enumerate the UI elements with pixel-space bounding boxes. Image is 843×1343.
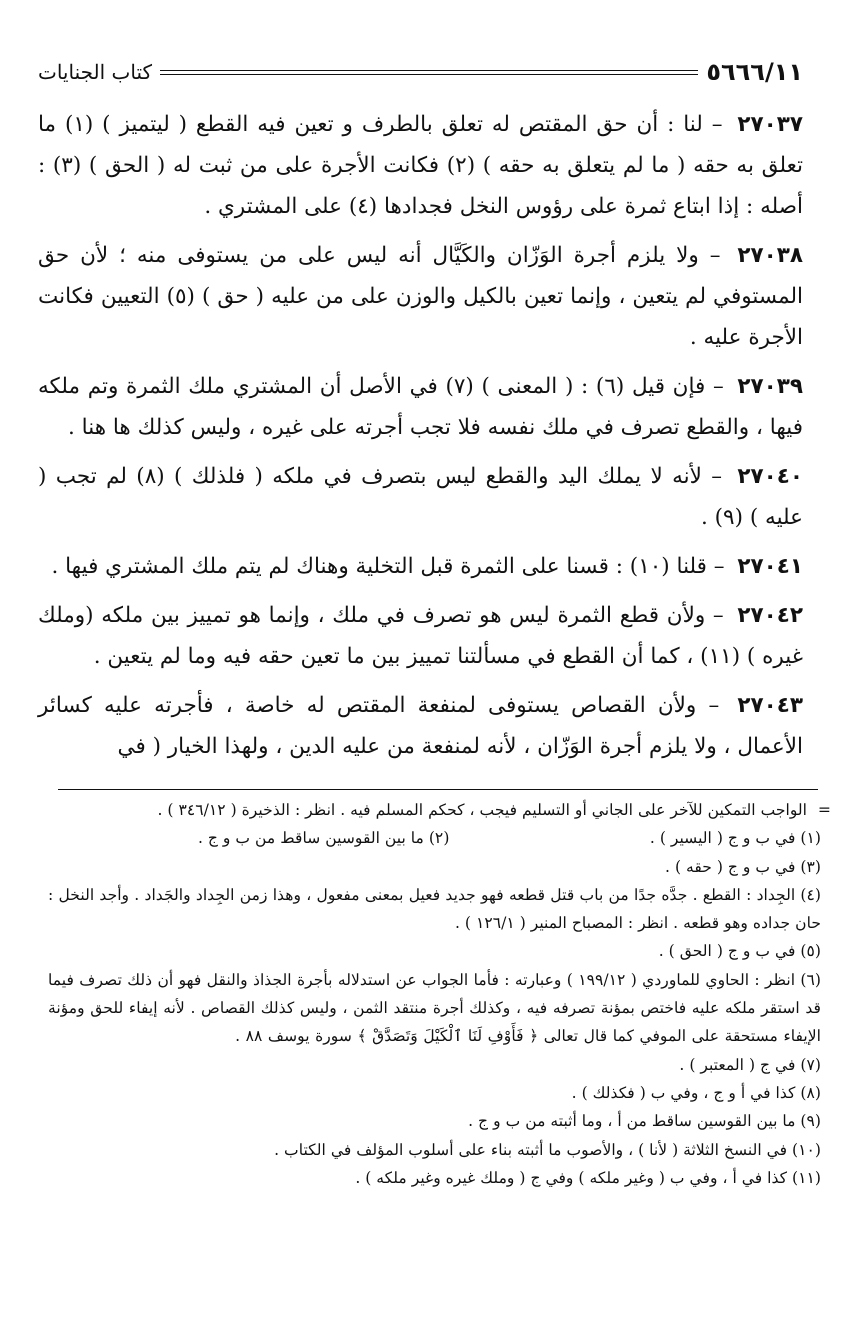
footnote-1: (١) في ب و ج ( اليسير ) .	[649, 829, 821, 848]
running-header	[38, 52, 803, 92]
book-title: كتاب الجنايات	[38, 60, 153, 84]
footnote-continuation: = الواجب التمكين للآخر على الجاني أو التسليم فيجب ، كحكم المسلم فيه . انظر : الذخيرة ( ٣٤٦/١٢ ) .	[48, 796, 821, 824]
paragraph	[38, 104, 803, 227]
paragraph-text: – لنا : أن حق المقتص له تعلق بالطرف و تعين فيه القطع ( ليتميز ) (١) ما تعلق به حقه ( ما لم يتعلق به حقه ) (٢) فكانت الأجرة على من ثبت له ( الحق ) (٣) : أصله : إذا ابتاع ثمرة على رؤوس النخل فجدادها (٤) على المشتري .	[38, 112, 804, 219]
header-rule	[160, 70, 698, 75]
footnote-9: (٩) ما بين القوسين ساقط من أ ، وما أثبته من ب و ج .	[468, 1112, 821, 1131]
footnote-6-text: (٦) انظر : الحاوي للماوردي ( ١٩٩/١٢ ) وعبارته : فأما الجواب عن استدلاله بأجرة الجذاذ والنقل فهو أن ذلك تصرف فيما قد استقر ملكه عليه فاختص بمؤنة تصرفه فيه ، وكذلك أجرة منتقد الثمن ، وليس كذلك القصاص . لأنه إيفاء للحق ومؤنة الإيفاء مستحقة على الموفي كما قال تعالى ﴿ فَأَوْفِ لَنَا ٱلْكَيْلَ وَتَصَدَّقْ ﴾ سورة يوسف ٨٨ .	[48, 970, 821, 1046]
paragraph-text: – ولا يلزم أجرة الوَزّان والكَيَّال أنه ليس على من يستوفى منه ؛ لأن حق المستوفي لم يتعين ، وإنما تعين بالكيل والوزن على من عليه ( حق ) (٥) التعيين فكانت الأجرة عليه .	[38, 243, 803, 350]
paragraph	[38, 546, 803, 587]
footnote-8: (٨) كذا في أ و ج ، وفي ب ( فكذلك ) .	[571, 1083, 821, 1102]
footnote-separator	[58, 789, 818, 790]
paragraph-text: – ولأن القصاص يستوفى لمنفعة المقتص له خاصة ، فأجرته عليه كسائر الأعمال ، ولا يلزم أجرة الوَزّان ، لأنه لمنفعة من عليه الدين ، ولهذا الخيار ( في	[38, 693, 803, 759]
footnote-3: (٣) في ب و ج ( حقه ) .	[665, 857, 821, 876]
footnote-4: (٤) الجِداد : القطع . جدَّه جدًا من باب قتل قطعه فهو جديد فعيل بمعنى مفعول ، وهذا زمن الجِداد والجَداد . وأجد النخل : حان جداده وهو قطعه . انظر : المصباح المنير ( ١٢٦/١ ) .	[48, 885, 821, 933]
paragraph-number: ٢٧٠٣٩	[737, 374, 804, 399]
paragraph	[38, 456, 803, 538]
paragraph-number: ٢٧٠٣٧	[737, 112, 803, 137]
footnote-7: (٧) في ج ( المعتبر ) .	[679, 1055, 821, 1074]
paragraph-text: – فإن قيل (٦) : ( المعنى ) (٧) في الأصل أن المشتري ملك الثمرة وتم ملكه فيها ، والقطع تصرف في ملك نفسه فلا تجب أجرته على غيره ، وليس كذلك ها هنا .	[38, 374, 803, 440]
paragraph	[38, 595, 803, 677]
footnote-10: (١٠) في النسخ الثلاثة ( لأنا ) ، والأصوب ما أثبته بناء على أسلوب المؤلف في الكتاب .	[274, 1140, 821, 1159]
footnote-5: (٥) في ب و ج ( الحق ) .	[658, 942, 821, 961]
footnote-2: (٢) ما بين القوسين ساقط من ب و ج .	[198, 829, 450, 848]
footnotes	[48, 796, 821, 1192]
page-number: ٥٦٦٦/١١	[706, 58, 803, 86]
paragraph-text: – لأنه لا يملك اليد والقطع ليس بتصرف في ملكه ( فلذلك ) (٨) لم تجب ( عليه ) (٩) .	[38, 464, 803, 530]
paragraph-number: ٢٧٠٤١	[737, 554, 803, 579]
paragraph	[38, 685, 803, 767]
paragraph-text: – ولأن قطع الثمرة ليس هو تصرف في ملك ، وإنما هو تمييز بين ملكه (وملك غيره ) (١١) ، كما أن القطع في مسألتنا تمييز بين ما تعين حقه فيه وما لم يتعين .	[38, 603, 803, 669]
paragraph-number: ٢٧٠٤٠	[737, 464, 803, 489]
footnote-11: (١١) كذا في أ ، وفي ب ( وغير ملكه ) وفي ج ( وملك غيره وغير ملكه ) .	[355, 1168, 821, 1187]
paragraph-text: – قلنا (١٠) : قسنا على الثمرة قبل التخلية وهناك لم يتم ملك المشتري فيها .	[51, 554, 732, 579]
paragraph-number: ٢٧٠٣٨	[737, 243, 803, 268]
footnote-row	[48, 824, 821, 852]
main-text	[38, 104, 803, 775]
paragraph	[38, 366, 803, 448]
paragraph-number: ٢٧٠٤٢	[737, 603, 803, 628]
footnote-6	[48, 966, 821, 1079]
paragraph	[38, 235, 803, 358]
paragraph-number: ٢٧٠٤٣	[737, 693, 803, 718]
